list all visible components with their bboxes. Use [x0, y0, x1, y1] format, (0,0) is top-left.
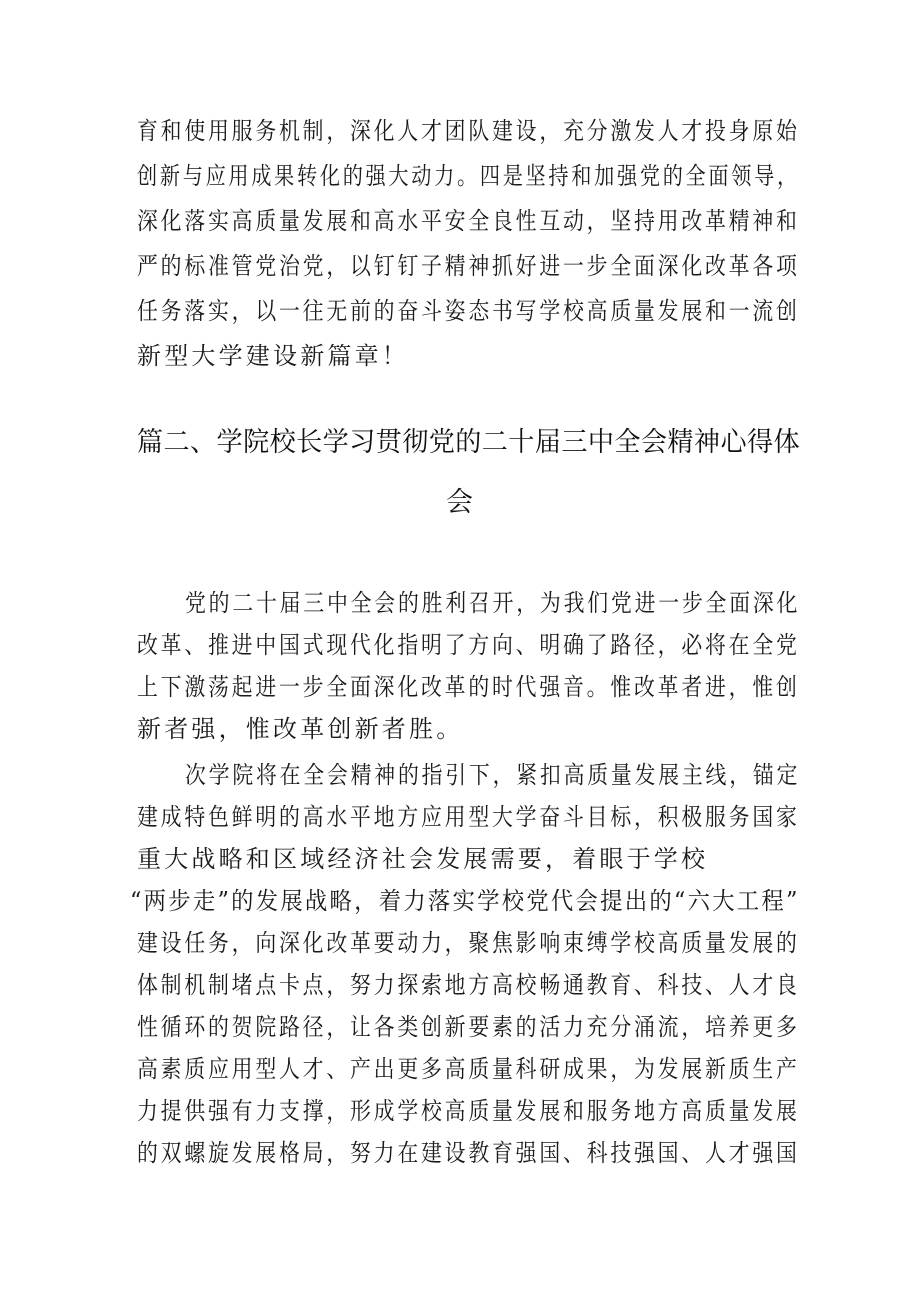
text-line: 深化落实高质量发展和高水平安全良性互动，坚持用改革精神和 — [137, 207, 800, 235]
text-line: 新者强，惟改革创新者胜。 — [137, 715, 464, 743]
text-line: 党的二十届三中全会的胜利召开，为我们党进一步全面深化 — [185, 589, 801, 617]
text-line: 任务落实，以一往无前的奋斗姿态书写学校高质量发展和一流创 — [137, 297, 800, 325]
text-line: 建成特色鲜明的高水平地方应用型大学奋斗目标，积极服务国家 — [137, 803, 800, 831]
text-line: 改革、推进中国式现代化指明了方向、明确了路径，必将在全党 — [137, 631, 800, 659]
text-line: 上下激荡起进一步全面深化改革的时代强音。惟改革者进，惟创 — [137, 673, 800, 701]
text-line: “两步走”的发展战略，着力落实学校党代会提出的“六大工程” — [130, 887, 800, 915]
text-line: 高素质应用型人才、产出更多高质量科研成果，为发展新质生产 — [137, 1055, 800, 1083]
text-line: 育和使用服务机制，深化人才团队建设，充分激发人才投身原始 — [137, 117, 800, 145]
text-line: 重大战略和区域经济社会发展需要，着眼于学校 — [137, 845, 709, 873]
text-line: 的双螺旋发展格局，努力在建设教育强国、科技强国、人才强国 — [137, 1139, 800, 1167]
text-line: 性循环的贺院路径，让各类创新要素的活力充分涌流，培养更多 — [137, 1013, 800, 1041]
text-line: 力提供强有力支撑，形成学校高质量发展和服务地方高质量发展 — [137, 1097, 800, 1125]
text-line: 体制机制堵点卡点，努力探索地方高校畅通教育、科技、人才良 — [137, 971, 800, 999]
text-line: 次学院将在全会精神的指引下，紧扣高质量发展主线，锚定 — [185, 761, 801, 789]
text-line: 严的标准管党治党，以钉钉子精神抓好进一步全面深化改革各项 — [137, 252, 800, 280]
text-line: 新型大学建设新篇章！ — [137, 342, 409, 370]
heading-line: 篇二、学院校长学习贯彻党的二十届三中全会精神心得体 — [137, 427, 801, 458]
heading-line: 会 — [446, 487, 474, 518]
text-line: 创新与应用成果转化的强大动力。四是坚持和加强党的全面领导， — [137, 162, 800, 190]
text-line: 建设任务，向深化改革要动力，聚焦影响束缚学校高质量发展的 — [137, 929, 800, 957]
